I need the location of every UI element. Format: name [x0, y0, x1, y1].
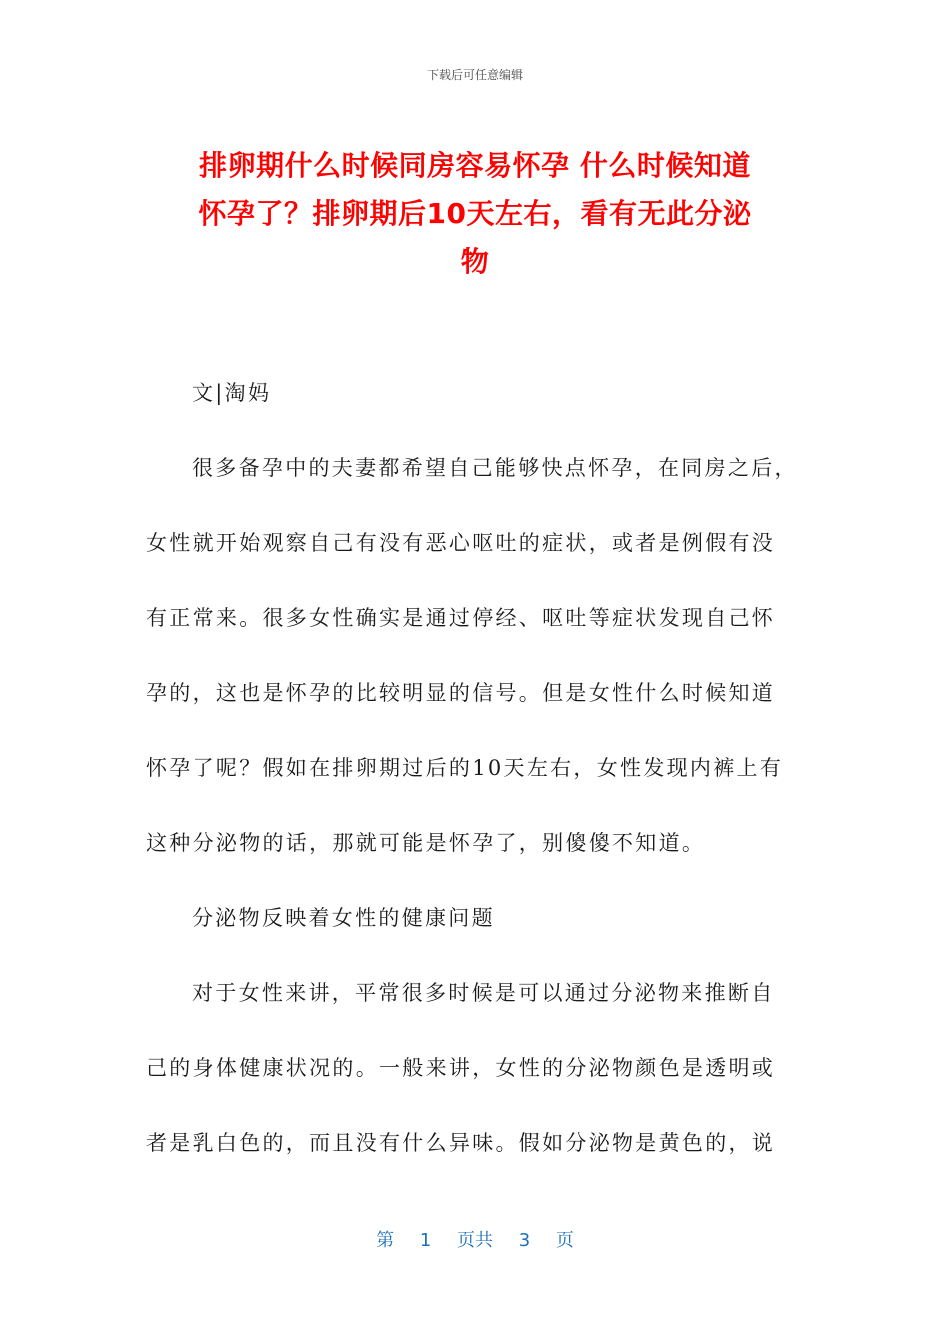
paragraph-line: 己的身体健康状况的。一般来讲，女性的分泌物颜色是透明或 — [146, 1056, 776, 1080]
paragraph-line: 对于女性来讲，平常很多时候是可以通过分泌物来推断自 — [192, 981, 775, 1005]
title-line-2: 怀孕了？排卵期后10天左右，看有无此分泌 — [198, 197, 752, 230]
page-header-note: 下载后可任意编辑 — [426, 68, 523, 82]
document-body — [146, 370, 806, 1195]
page-total: 3 — [518, 1230, 531, 1251]
page-of-label: 页共 — [457, 1230, 493, 1251]
paragraph-line: 女性就开始观察自己有没有恶心呕吐的症状，或者是例假有没 — [146, 531, 776, 555]
paragraph-line: 怀孕了呢？假如在排卵期过后的10天左右，女性发现内裤上有 — [146, 756, 784, 780]
document-title — [140, 142, 810, 286]
paragraph-line: 孕的，这也是怀孕的比较明显的信号。但是女性什么时候知道 — [146, 681, 776, 705]
paragraph-line: 有正常来。很多女性确实是通过停经、呕吐等症状发现自己怀 — [146, 606, 776, 630]
page-suffix: 页 — [555, 1230, 574, 1251]
page-footer — [0, 1226, 950, 1252]
title-line-3: 物 — [460, 245, 490, 278]
title-line-1: 排卵期什么时候同房容易怀孕 什么时候知道 — [199, 149, 751, 182]
paragraph-line: 很多备孕中的夫妻都希望自己能够快点怀孕，在同房之后， — [192, 456, 798, 480]
author-line: 文|淘妈 — [192, 381, 272, 405]
page-label: 第 — [376, 1230, 395, 1251]
page-current: 1 — [419, 1230, 432, 1251]
paragraph-line: 这种分泌物的话，那就可能是怀孕了，别傻傻不知道。 — [146, 831, 706, 855]
section-heading: 分泌物反映着女性的健康问题 — [192, 906, 495, 930]
paragraph-line: 者是乳白色的，而且没有什么异味。假如分泌物是黄色的，说 — [146, 1131, 776, 1155]
